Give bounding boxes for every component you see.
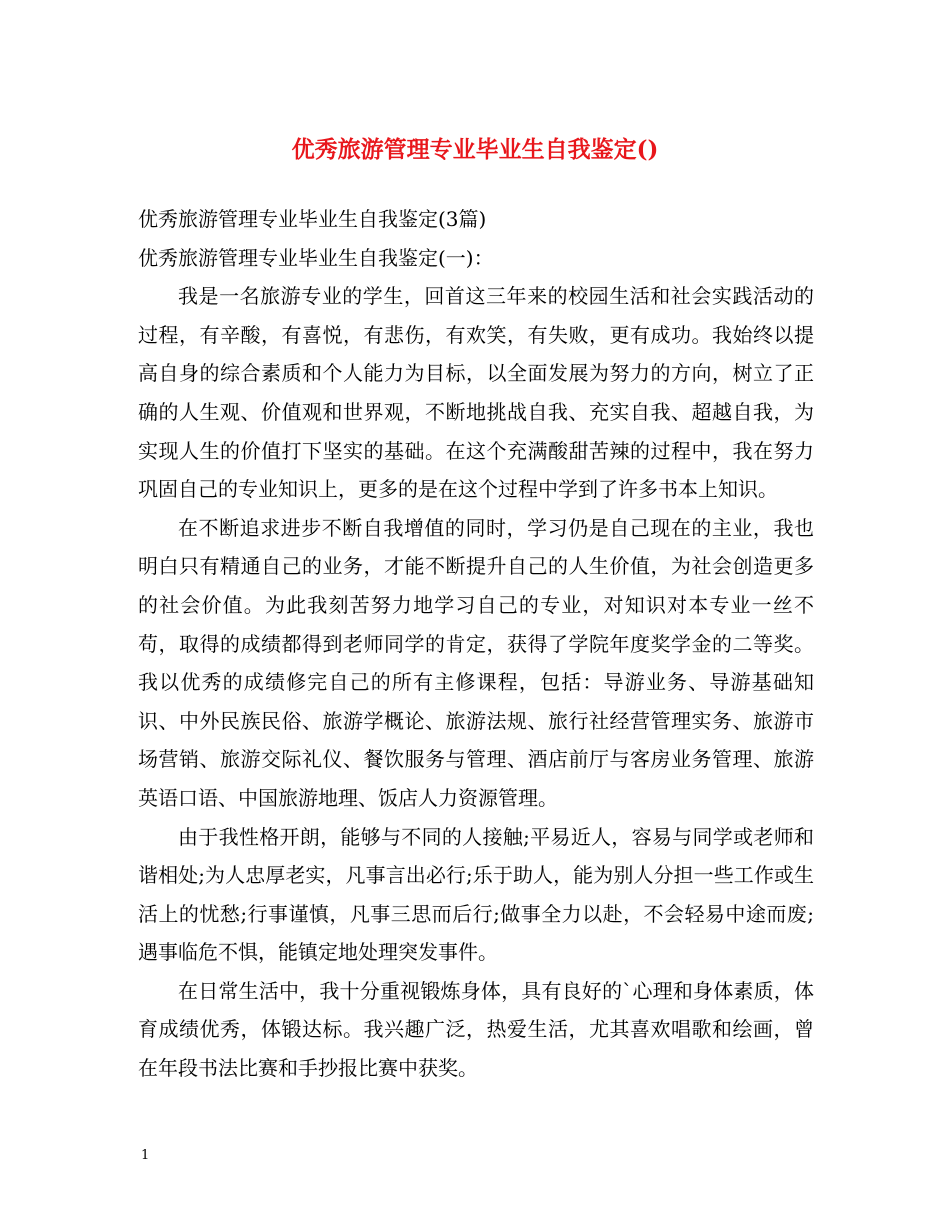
subtitle-line: 优秀旅游管理专业毕业生自我鉴定(一)： [138, 245, 494, 270]
document-title: 优秀旅游管理专业毕业生自我鉴定() [291, 136, 659, 163]
body-paragraph: 在不断追求进步不断自我增值的同时，学习仍是自己现在的主业，我也明白只有精通自己的业务，才能不断提升自己的人生价值，为社会创造更多的社会价值。为此我刻苦努力地学习自己的专业，对知识对本专业一丝不苟，取得的成绩都得到老师同学的肯定，获得了学院年度奖学金的二等奖。我以优秀的成绩修完自己的所有主修课程，包括：导游业务、导游基础知识、中外民族民俗、旅游学概论、旅游法规、旅行社经营管理实务、旅游市场营销、旅游交际礼仪、餐饮服务与管理、酒店前厅与客房业务管理、旅游英语口语、中国旅游地理、饭店人力资源管理。 [138, 515, 814, 810]
page-number: 1 [141, 1148, 150, 1163]
body-paragraph: 在日常生活中，我十分重视锻炼身体，具有良好的`心理和身体素质，体育成绩优秀，体锻达标。我兴趣广泛，热爱生活，尤其喜欢唱歌和绘画，曾在年段书法比赛和手抄报比赛中获奖。 [138, 978, 814, 1081]
subtitle-line: 优秀旅游管理专业毕业生自我鉴定(3篇) [138, 207, 487, 231]
body-paragraph: 我是一名旅游专业的学生，回首这三年来的校园生活和社会实践活动的过程，有辛酸，有喜悦，有悲伤，有欢笑，有失败，更有成功。我始终以提高自身的综合素质和个人能力为目标，以全面发展为努力的方向，树立了正确的人生观、价值观和世界观，不断地挑战自我、充实自我、超越自我，为实现人生的价值打下坚实的基础。在这个充满酸甜苦辣的过程中，我在努力巩固自己的专业知识上，更多的是在这个过程中学到了许多书本上知识。 [138, 284, 814, 502]
body-paragraph: 由于我性格开朗，能够与不同的人接触;平易近人，容易与同学或老师和谐相处;为人忠厚老实，凡事言出必行;乐于助人，能为别人分担一些工作或生活上的忧愁;行事谨慎，凡事三思而后行;做事全力以赴，不会轻易中途而废;遇事临危不惧，能镇定地处理突发事件。 [138, 824, 814, 965]
document-body [138, 200, 814, 1088]
